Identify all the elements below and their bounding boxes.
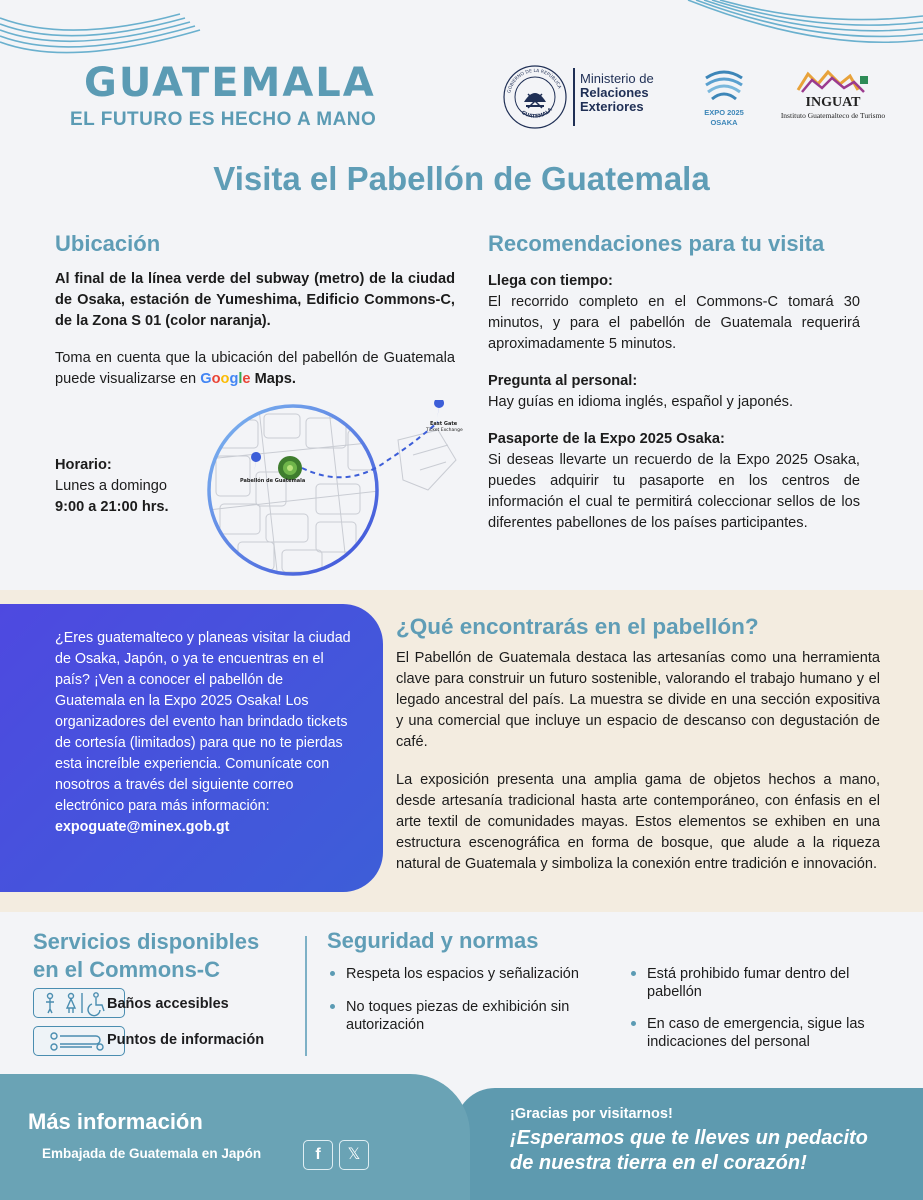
pavilion-paragraph-2: La exposición presenta una amplia gama de objetos hechos a mano, desde artesanía tradicional hasta arte contemporáneo, con énfasis en el arte textil de comunidades mayas. Estos elementos se exhiben en una estructura escenográfica en forma de bosque, que alude a la riqueza natural de Guatemala y simboliza la conexión entre tradición e innovación.	[396, 772, 880, 872]
service-restrooms: Baños accesibles	[107, 996, 229, 1012]
brand-title: GUATEMALA	[84, 60, 376, 106]
pavilion-paragraph-1: El Pabellón de Guatemala destaca las artesanías como una herramienta clave para construir un futuro sostenible, valorando el trabajo humano y el legado ancestral del país. La muestra se divide en una sección expositiva y una comercial que incluye un espacio de descanso con degustación de café.	[396, 650, 880, 750]
inguat-logo	[778, 68, 888, 120]
google-e: e	[242, 371, 251, 387]
footer-slogan-line2: de nuestra tierra en el corazón!	[510, 1152, 807, 1174]
maps-note-text: Toma en cuenta que la ubicación del pabellón de Guatemala puede visualizarse en	[55, 350, 455, 387]
expo-emblem-icon	[702, 68, 746, 102]
safety-item-3	[631, 965, 907, 1001]
rec-text-2: Hay guías en idioma inglés, español y japonés.	[488, 394, 794, 410]
safety-heading: Seguridad y normas	[327, 928, 539, 953]
maps-word: Maps.	[254, 371, 296, 387]
invite-email-link[interactable]: expoguate@minex.gob.gt	[55, 819, 230, 835]
invite-text: ¿Eres guatemalteco y planeas visitar la ciudad de Osaka, Japón, o ya te encuentras en el país? ¡Ven a conocer el pabellón de Guatemala en la Expo 2025 Osaka! Los organizadores del evento han brindado tickets de cortesía (limitados) para que no te pierdas esta increíble experiencia. Comunícate con nosotros a través del siguiente correo electrónico para más información:	[55, 630, 351, 814]
safety-text-1: Respeta los espacios y señalización	[346, 966, 579, 982]
rec-text-3: Si deseas llevarte un recuerdo de la Expo 2025 Osaka, puedes adquirir tu pasaporte en los centros de información el cual te permitirá coleccionar sellos de los diferentes pabellones de los países participantes.	[488, 452, 860, 531]
schedule-block	[55, 455, 169, 518]
services-heading-line1: Servicios disponibles	[33, 929, 260, 954]
inguat-name: INGUAT	[805, 95, 861, 110]
services-heading	[33, 928, 259, 984]
seal-top-text: GOBIERNO DE LA REPÚBLICA	[507, 68, 562, 94]
invite-text-block	[55, 628, 355, 838]
google-wordmark	[200, 371, 250, 387]
footer-thanks: ¡Gracias por visitarnos!	[510, 1106, 673, 1122]
location-map	[198, 400, 468, 585]
pavilion-pin-icon	[251, 452, 261, 472]
services-divider	[305, 936, 307, 1056]
safety-text-4: En caso de emergencia, sigue las indicaciones del personal	[647, 1016, 865, 1050]
footer-more-info: Más información	[28, 1109, 203, 1134]
google-o1: o	[211, 371, 221, 387]
inguat-full-name: Instituto Guatemalteco de Turismo	[780, 111, 886, 120]
safety-item-2	[330, 998, 616, 1034]
service-info-points: Puntos de información	[107, 1032, 265, 1048]
recommendations-heading: Recomendaciones para tu visita	[488, 231, 825, 256]
maps-note	[55, 348, 455, 390]
schedule-days: Lunes a domingo	[55, 478, 167, 494]
location-heading: Ubicación	[55, 231, 161, 256]
rec-title-2: Pregunta al personal:	[488, 373, 638, 389]
bullet-dot-icon	[330, 971, 335, 976]
footer-slogan-line1: ¡Esperamos que te lleves un pedacito	[510, 1127, 868, 1149]
safety-item-1	[330, 965, 626, 983]
google-g1: G	[200, 371, 212, 387]
top-wave-decoration	[0, 0, 923, 60]
google-l: l	[238, 371, 243, 387]
expo-logo	[694, 68, 754, 127]
expo-line2: OSAKA	[710, 118, 738, 127]
bullet-dot-icon	[631, 971, 636, 976]
map-gate-label: East Gate	[430, 421, 458, 427]
svg-text:GUATEMALA	[520, 107, 554, 120]
recommendations-list	[488, 271, 860, 534]
east-gate-pin-icon	[434, 400, 444, 418]
page-title: Visita el Pabellón de Guatemala	[213, 160, 710, 197]
safety-text-2: No toques piezas de exhibición sin autorización	[346, 999, 570, 1033]
safety-item-4	[631, 1015, 907, 1051]
google-g2: g	[229, 371, 239, 387]
inguat-emblem-icon	[788, 68, 878, 94]
bullet-dot-icon	[330, 1004, 335, 1009]
logo-divider	[573, 68, 575, 126]
rec-text-1: El recorrido completo en el Commons-C tomará 30 minutos, y para el pabellón de Guatemala requerirá aproximadamente 5 minutos.	[488, 294, 860, 352]
footer-slogan	[510, 1126, 868, 1176]
facebook-icon[interactable]: f	[303, 1140, 333, 1170]
bullet-dot-icon	[631, 1021, 636, 1026]
svg-text:GOBIERNO DE LA REPÚBLICA	[506, 68, 562, 94]
pavilion-heading: ¿Qué encontrarás en el pabellón?	[396, 614, 759, 639]
government-seal-icon	[502, 64, 568, 130]
seal-bottom-text: GUATEMALA	[520, 106, 554, 120]
ministry-logo	[580, 72, 654, 114]
footer-left-panel	[0, 1074, 470, 1200]
ministry-line1: Ministerio de	[580, 71, 654, 86]
location-address: Al final de la línea verde del subway (metro) de la ciudad de Osaka, estación de Yumeshima, Edificio Commons-C, de la Zona S 01 (color naranja).	[55, 271, 455, 329]
pavilion-tree-icon	[278, 456, 302, 480]
rec-title-3: Pasaporte de la Expo 2025 Osaka:	[488, 431, 725, 447]
map-pavilion-label: Pabellón de Guatemala	[240, 478, 306, 484]
safety-text-3: Está prohibido fumar dentro del pabellón	[647, 966, 850, 1000]
expo-line1: EXPO 2025	[704, 108, 744, 117]
ministry-line2: Relaciones	[580, 85, 649, 100]
rec-title-1: Llega con tiempo:	[488, 273, 613, 289]
services-heading-line2: en el Commons-C	[33, 957, 221, 982]
footer-embassy: Embajada de Guatemala en Japón	[42, 1146, 262, 1161]
brand-tagline: EL FUTURO ES HECHO A MANO	[70, 109, 377, 130]
schedule-label: Horario:	[55, 457, 112, 473]
schedule-hours: 9:00 a 21:00 hrs.	[55, 499, 169, 515]
map-gate-sub-label: Ticket Exchange	[426, 428, 463, 433]
ministry-line3: Exteriores	[580, 99, 644, 114]
google-o2: o	[220, 371, 230, 387]
x-twitter-icon[interactable]: 𝕏	[339, 1140, 369, 1170]
